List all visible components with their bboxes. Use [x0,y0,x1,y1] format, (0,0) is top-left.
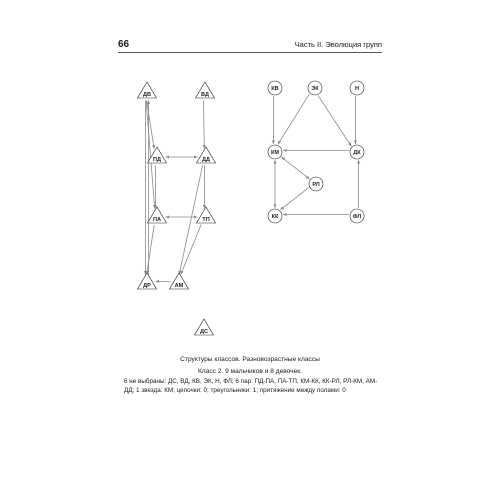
figure-caption-title: Структуры классов. Разновозрастные классы [180,356,320,363]
figure-caption-details: 6 не выбраны: ДС, ВД, КВ, ЭК, Н, ФЛ; 6 пар: ПД-ПА, ПА-ТП, КМ-КК, КК-РЛ, РЛ-КМ, АМ-ДД; 1 звезда: КМ; цепочки: 0; треугольники: 1; притяжение между полами: 0 [124,378,378,394]
node-label: ЭК [311,86,319,92]
node-vd [196,82,215,98]
node-kk [268,209,282,223]
page-number: 66 [118,39,130,50]
running-head: Часть II. Эволюция групп [294,40,382,49]
node-label: ТП [202,217,210,223]
node-label: ФЛ [352,214,362,220]
node-label: ДК [353,150,361,156]
node-kv [268,81,282,95]
node-label: АМ [174,283,184,289]
node-label: РЛ [312,182,320,188]
node-label: КМ [270,150,280,156]
node-dk [350,145,364,159]
node-dd [197,147,216,163]
node-am [170,273,189,289]
node-label: КК [271,214,279,220]
node-dv [138,82,157,98]
edge-vd-dd [204,101,205,149]
node-label: Н [354,86,360,92]
edge-tp-am [181,224,202,274]
node-label: КВ [271,86,279,92]
node-ek [308,81,322,95]
edge-ek-dk [318,96,351,147]
node-tp [197,207,216,223]
node-pa [148,207,167,223]
node-label: ДВ [142,92,152,98]
node-rl [309,177,323,191]
node-label: ПД [152,157,162,163]
node-label: ВД [201,92,209,98]
node-fl [350,209,364,223]
edge-rl-kk [280,188,308,210]
node-km [268,145,282,159]
edge-ek-km [278,94,310,144]
node-ds [195,319,214,335]
nodes-layer [138,81,365,335]
figure-caption-subtitle: Класс 2. 9 мальчиков и 8 девочек. [197,368,303,375]
edge-pa-dr [147,225,154,274]
node-label: ДР [143,283,151,289]
node-n [350,81,364,95]
node-dr [138,273,157,289]
node-label: ДС [199,329,209,335]
edge-km-rl [281,157,309,179]
node-label: ДД [202,157,210,163]
node-label: ПА [152,217,162,223]
